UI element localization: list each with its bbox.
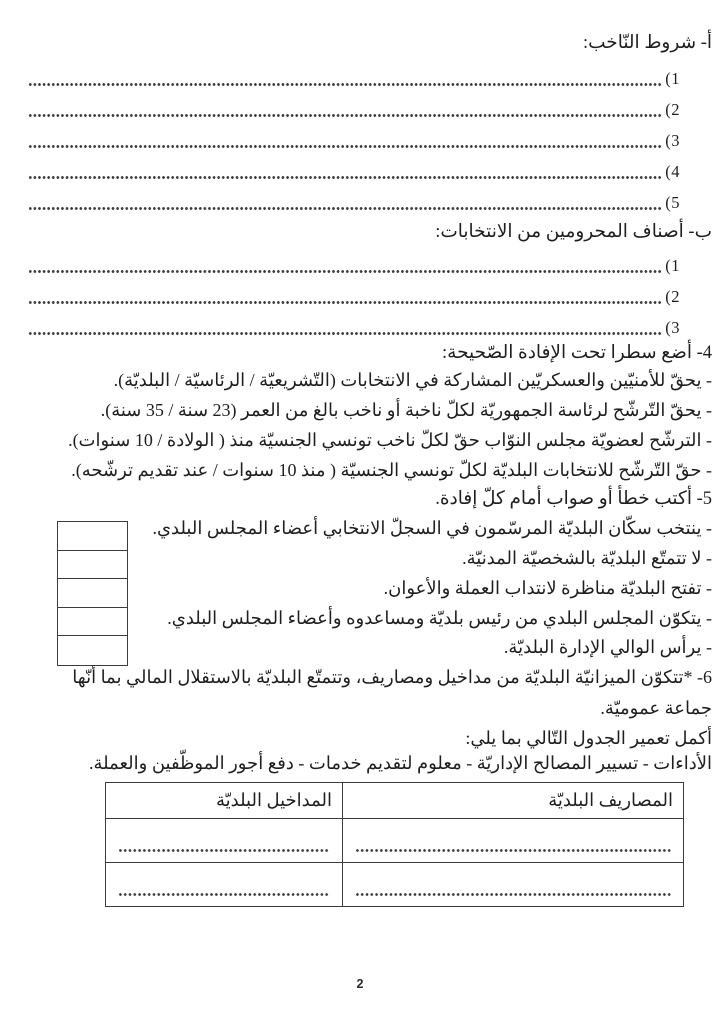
q6-statement-line-1: 6- *تتكوّن الميزانيّة البلديّة من مداخيل ومصاريف، وتتمتّع البلديّة بالاستقلال المالي بما أنّها: [72, 667, 712, 687]
answer-line-b2: [28, 281, 680, 312]
table-header-revenues: المداخيل البلديّة: [106, 783, 343, 819]
answer-box-stack: [57, 521, 128, 666]
q5-title: 5- أكتب خطأ أو صواب أمام كلّ إفادة.: [435, 489, 712, 509]
table-header-expenses: المصاريف البلديّة: [343, 783, 684, 819]
answer-line-a4: [28, 156, 680, 187]
revenues-answer-cell: [106, 863, 343, 907]
dotted-line: [118, 848, 330, 853]
budget-table: [105, 782, 684, 907]
answer-line-a3: [28, 125, 680, 156]
answer-box-2: [57, 550, 128, 580]
line-number-label: (2: [665, 100, 680, 119]
dotted-line: [118, 892, 330, 897]
answer-line-a5: [28, 187, 680, 218]
answer-box-1: [57, 521, 128, 551]
dotted-line: [28, 106, 662, 118]
section-b-title: ب- أصناف المحرومين من الانتخابات:: [435, 222, 712, 242]
q6-word-bank: الأداءات - تسيير المصالح الإداريّة - معلوم لتقديم خدمات - دفع أجور الموظّفين والعملة.: [88, 753, 712, 773]
q5-item-5: - يرأس الوالي الإدارة البلديّة.: [503, 637, 712, 657]
dotted-line: [28, 168, 662, 180]
line-number-label: (1: [665, 256, 680, 275]
table-header-row: [106, 783, 684, 819]
q6-statement-line-2: جماعة عموميّة.: [600, 698, 712, 718]
dotted-line: [28, 75, 662, 87]
dotted-line: [28, 324, 662, 336]
answer-box-3: [57, 578, 128, 608]
line-number-label: (5: [665, 193, 680, 212]
q4-title: 4- أضع سطرا تحت الإفادة الصّحيحة:: [442, 343, 712, 363]
answer-line-a2: [28, 94, 680, 125]
table-row: [106, 819, 684, 863]
q5-item-3: - تفتح البلديّة مناظرة لانتداب العملة والأعوان.: [383, 578, 712, 598]
answer-line-a1: [28, 63, 680, 94]
answer-line-b1: [28, 250, 680, 281]
line-number-label: (1: [665, 69, 680, 88]
page-number: 2: [356, 977, 364, 991]
section-a-title: أ- شروط النّاخب:: [582, 33, 712, 53]
revenues-answer-cell: [106, 819, 343, 863]
dotted-line: [28, 293, 662, 305]
q6-instruction: أكمل تعمير الجدول التّالي بما يلي:: [465, 728, 712, 748]
q4-item-1: - يحقّ للأمنيّين والعسكريّين المشاركة في الانتخابات (التّشريعيّة / الرئاسيّة / البلديّة).: [113, 370, 712, 390]
answer-box-5: [57, 635, 128, 665]
dotted-line: [28, 199, 662, 211]
dotted-line: [28, 137, 662, 149]
q4-item-4: - حقّ التّرشّح للانتخابات البلديّة لكلّ تونسي الجنسيّة ( منذ 10 سنوات / عند تقديم ترشّحه).: [71, 460, 712, 480]
expenses-answer-cell: [343, 863, 684, 907]
dotted-line: [355, 848, 671, 853]
q4-item-3: - الترشّح لعضويّة مجلس النوّاب حقّ لكلّ ناخب تونسي الجنسيّة منذ ( الولادة / 10 سنوات).: [68, 430, 712, 450]
line-number-label: (2: [665, 287, 680, 306]
table-row: [106, 863, 684, 907]
line-number-label: (4: [665, 162, 680, 181]
dotted-line: [28, 262, 662, 274]
q4-item-2: - يحقّ التّرشّح لرئاسة الجمهوريّة لكلّ ناخبة أو ناخب بالغ من العمر (23 سنة / 35 سنة).: [100, 400, 712, 420]
expenses-answer-cell: [343, 819, 684, 863]
answer-line-b3: [28, 312, 680, 343]
q5-item-1: - ينتخب سكّان البلديّة المرسّمون في السجلّ الانتخابي أعضاء المجلس البلدي.: [152, 518, 712, 538]
dotted-line: [355, 892, 671, 897]
line-number-label: (3: [665, 131, 680, 150]
line-number-label: (3: [665, 318, 680, 337]
q5-item-4: - يتكوّن المجلس البلدي من رئيس بلديّة ومساعدوه وأعضاء المجلس البلدي.: [167, 608, 712, 628]
answer-box-4: [57, 607, 128, 637]
q5-item-2: - لا تتمتّع البلديّة بالشخصيّة المدنيّة.: [462, 548, 712, 568]
